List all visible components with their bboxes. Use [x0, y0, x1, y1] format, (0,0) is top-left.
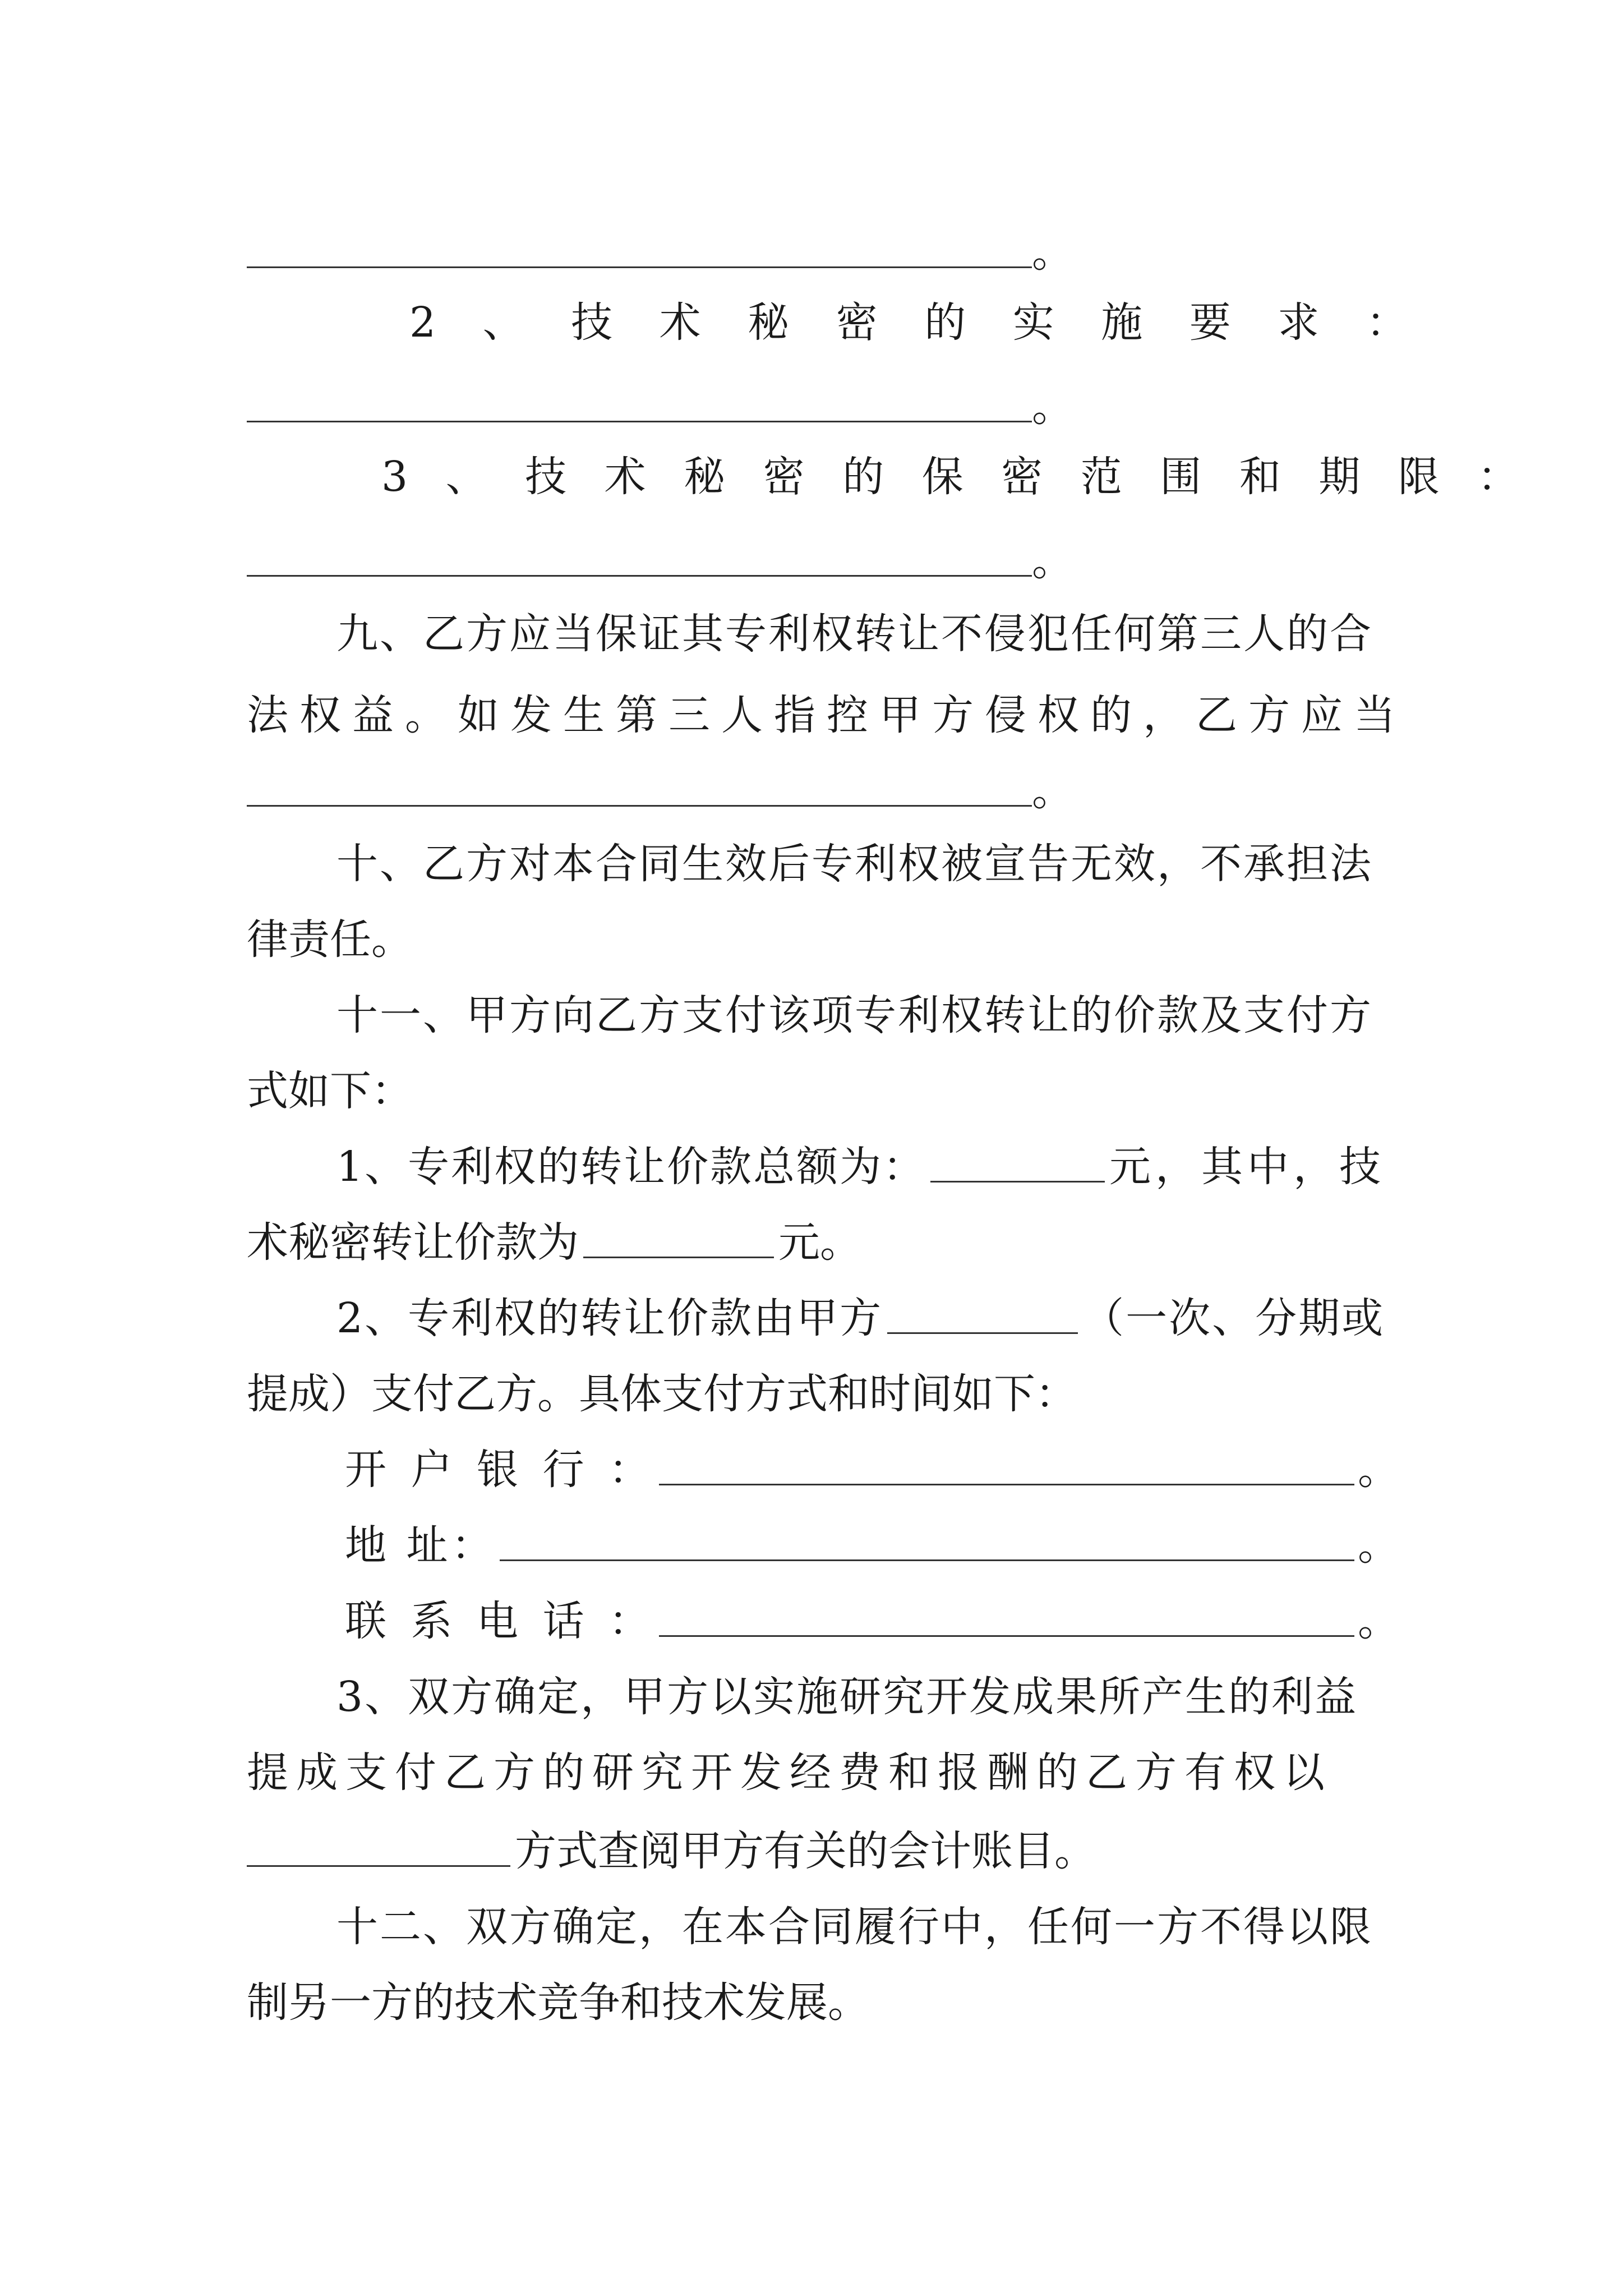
- clause-8-item-2: [409, 292, 1424, 353]
- fill-blank-payment-type: [887, 1296, 1078, 1334]
- fill-blank-bank: [659, 1448, 1354, 1485]
- clause-11-item-1-line-2: 术秘密转让价款为 元。: [247, 1218, 861, 1267]
- clause-11-item-3-line-2: 提成支付乙方的研究开发经费和报酬的乙方有权以: [247, 1749, 1332, 1797]
- clause-12-line-1: 十二、双方确定，在本合同履行中，任何一方不得以限: [336, 1903, 1373, 1951]
- blank-line-4: 。: [247, 760, 1385, 822]
- clause-10-line-2: 律责任。: [247, 915, 413, 964]
- clause-11-item-3-line-3: 方式查阅甲方有关的会计账目。: [247, 1820, 1385, 1882]
- fill-blank-secret-price: [583, 1221, 774, 1258]
- fill-blank: [247, 385, 1032, 422]
- fill-blank-phone: [659, 1599, 1354, 1637]
- fill-blank: [247, 231, 1032, 268]
- clause-11-item-2-line-1: 2、专利权的转让价款由甲方 （一次、分期或: [336, 1294, 1385, 1342]
- blank-line-1: 。: [247, 222, 1385, 283]
- clause-11-item-1-line-1: 1、专利权的转让价款总额为： 元，其中，技: [336, 1143, 1385, 1191]
- clause-9-line-1: 九、乙方应当保证其专利权转让不侵犯任何第三人的合: [336, 610, 1373, 658]
- fill-blank-audit-method: [247, 1829, 510, 1867]
- clause-11-line-1: 十一、甲方向乙方支付该项专利权转让的价款及支付方: [336, 991, 1373, 1039]
- phone-line: 联 系 电 话 ： 。: [345, 1590, 1399, 1652]
- item-3-label: 3 、 技 术 秘 密 的 保 密 范 围 和 期 限 ：: [381, 453, 1532, 501]
- clause-9-line-2: 法权益。如发生第三人指控甲方侵权的，乙方应当: [247, 691, 1407, 739]
- clause-10-line-1: 十、乙方对本合同生效后专利权被宣告无效，不承担法: [336, 840, 1373, 888]
- fill-blank-address: [500, 1524, 1354, 1561]
- clause-11-item-3-line-1: 3、双方确定，甲方以实施研究开发成果所产生的利益: [336, 1673, 1358, 1721]
- fill-blank-total-price: [930, 1145, 1105, 1182]
- address-line: 地 址： 。: [345, 1515, 1399, 1576]
- blank-line-3: 。: [247, 530, 1385, 592]
- clause-11-item-2-line-2: 提成）支付乙方。具体支付方式和时间如下：: [247, 1370, 1077, 1418]
- clause-12-line-2: 制另一方的技术竞争和技术发展。: [247, 1978, 869, 2027]
- item-2-label: 2 、 技 术 秘 密 的 实 施 要 求 ：: [409, 298, 1424, 347]
- fill-blank: [247, 769, 1032, 807]
- fill-blank: [247, 539, 1032, 577]
- clause-11-line-2: 式如下：: [247, 1067, 413, 1115]
- address-label: 地 址：: [345, 1521, 496, 1570]
- bank-line: 开 户 银 行 ： 。: [345, 1439, 1399, 1501]
- phone-label: 联 系 电 话 ：: [345, 1597, 656, 1645]
- blank-line-2: 。: [247, 376, 1385, 438]
- bank-label: 开 户 银 行 ：: [345, 1446, 656, 1494]
- clause-8-item-3: [381, 446, 1532, 508]
